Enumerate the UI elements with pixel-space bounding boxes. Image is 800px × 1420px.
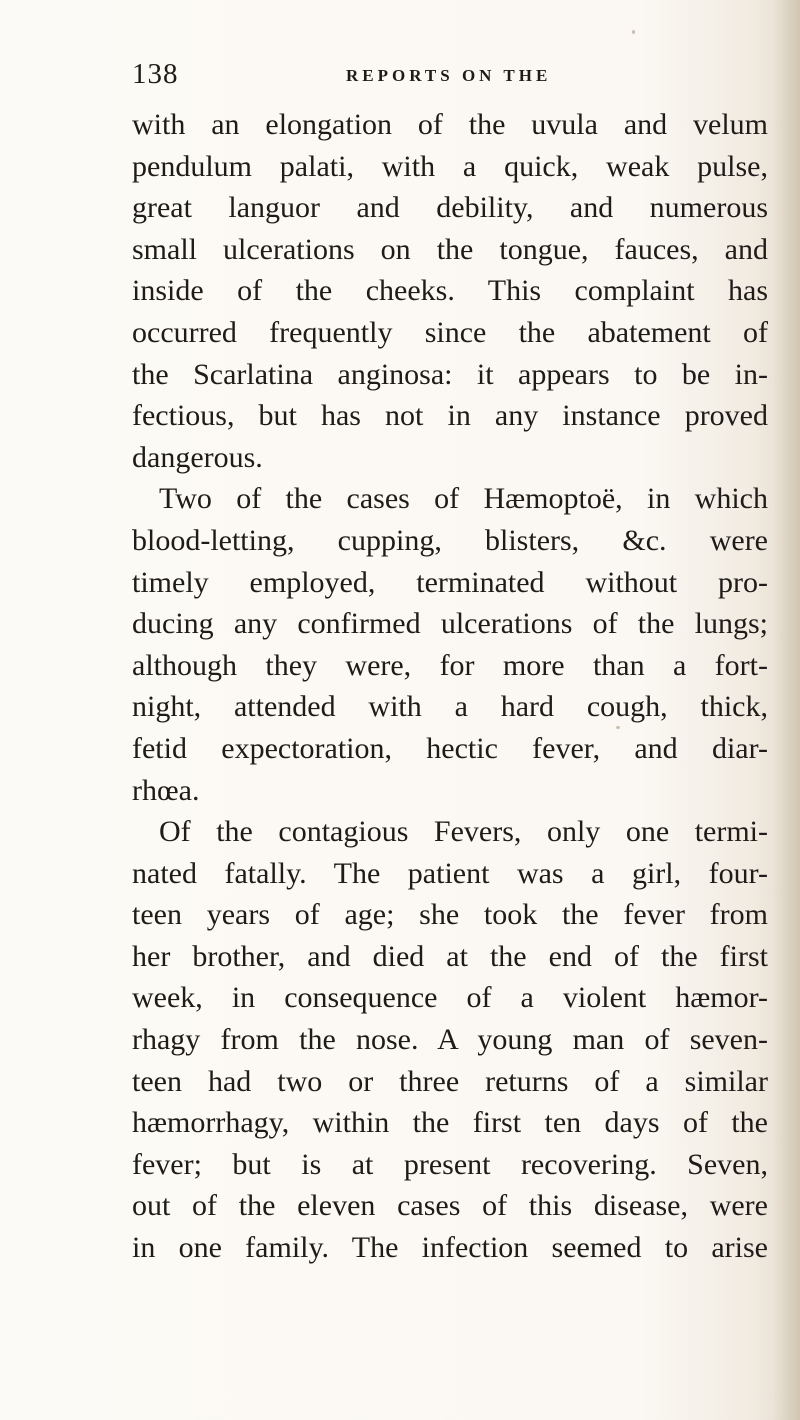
text-line: night, attended with a hard cough, thick,	[132, 690, 768, 724]
body-text	[132, 104, 768, 1269]
text-line: her brother, and died at the end of the first	[132, 939, 768, 973]
page-edge-shadow	[774, 0, 800, 1420]
text-line: rhagy from the nose. A young man of seven-	[132, 1023, 768, 1057]
text-line: with an elongation of the uvula and velum	[132, 108, 768, 141]
text-line: inside of the cheeks. This complaint has	[132, 274, 768, 308]
text-line: small ulcerations on the tongue, fauces, and	[132, 232, 768, 266]
running-head	[124, 58, 764, 94]
text-line: although they were, for more than a fort-	[132, 648, 768, 682]
text-line: ducing any confirmed ulcerations of the lungs;	[132, 607, 768, 641]
page-number: 138	[132, 58, 179, 90]
text-line: the Scarlatina anginosa: it appears to be in-	[132, 357, 768, 391]
text-line: rhœa.	[132, 773, 200, 807]
text-line: fectious, but has not in any instance proved	[132, 399, 768, 433]
text-line: fetid expectoration, hectic fever, and diar-	[132, 731, 768, 765]
running-title: REPORTS ON THE	[346, 66, 552, 85]
text-line: out of the eleven cases of this disease, were	[132, 1189, 768, 1223]
text-line: occurred frequently since the abatement of	[132, 315, 768, 349]
text-line: timely employed, terminated without pro-	[132, 565, 768, 599]
text-line: in one family. The infection seemed to arise	[132, 1231, 768, 1265]
text-line: week, in consequence of a violent hæmor-	[132, 981, 768, 1015]
text-line: blood-letting, cupping, blisters, &c. were	[132, 523, 768, 557]
text-line: pendulum palati, with a quick, weak pulse,	[132, 149, 768, 183]
text-line: dangerous.	[132, 440, 263, 474]
paragraph-start-line: Of the contagious Fevers, only one termi-	[159, 815, 768, 849]
text-line: great languor and debility, and numerous	[132, 191, 768, 225]
text-line: hæmorrhagy, within the first ten days of the	[132, 1106, 768, 1140]
text-line: teen had two or three returns of a similar	[132, 1064, 768, 1098]
text-line: teen years of age; she took the fever from	[132, 898, 768, 932]
paper-speck	[632, 30, 635, 34]
text-line: fever; but is at present recovering. Seven,	[132, 1147, 768, 1181]
paragraph-start-line: Two of the cases of Hæmoptoë, in which	[159, 482, 768, 516]
text-line: nated fatally. The patient was a girl, four-	[132, 856, 768, 890]
